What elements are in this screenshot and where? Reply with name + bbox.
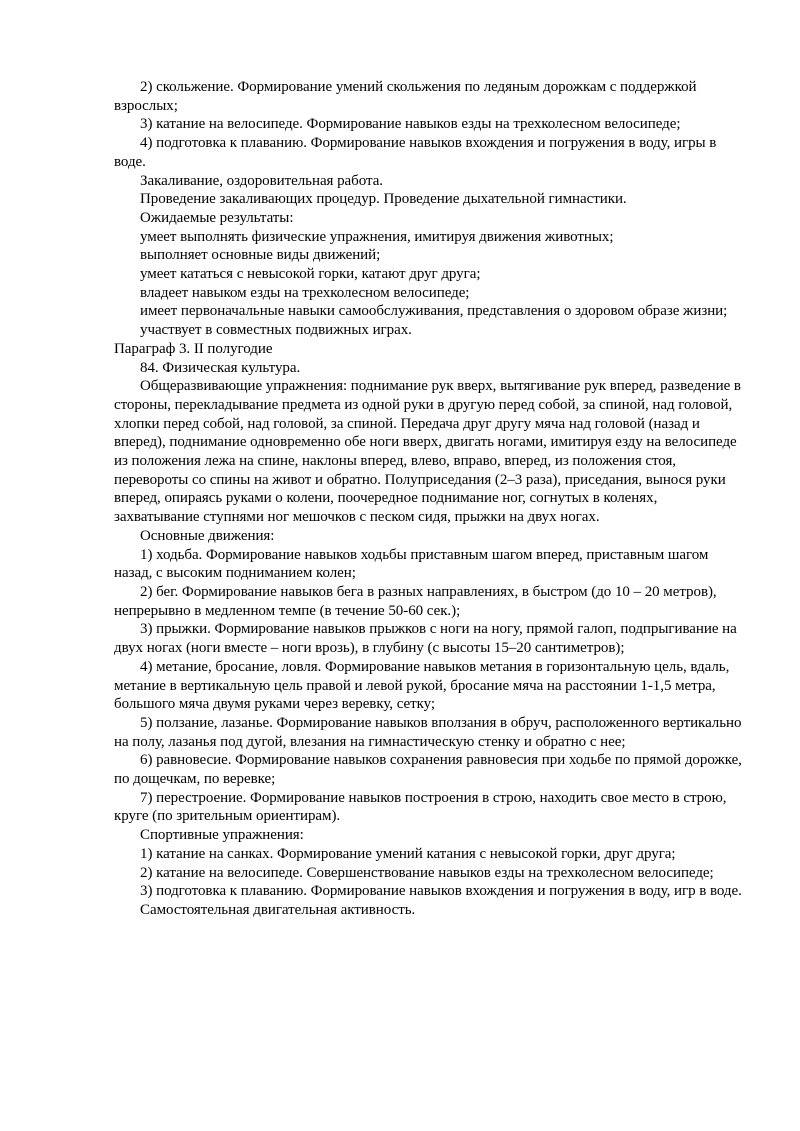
paragraph: 6) равновесие. Формирование навыков сохранения равновесия при ходьбе по прямой дорожке, по дощечкам, по веревке;: [114, 752, 742, 788]
paragraph: Ожидаемые результаты:: [140, 209, 294, 226]
paragraph: 2) катание на велосипеде. Совершенствование навыков езды на трехколесном велосипеде;: [140, 864, 714, 881]
paragraph: 3) прыжки. Формирование навыков прыжков с ноги на ногу, прямой галоп, подпрыгивание на двух ногах (ноги вместе – ноги врозь), в глубину (с высоты 15–20 сантиметров);: [114, 621, 737, 657]
paragraph: 2) скольжение. Формирование умений скольжения по ледяным дорожкам с поддержкой взрослых;: [114, 79, 697, 114]
document-page: [114, 78, 744, 920]
paragraph: выполняет основные виды движений;: [140, 247, 381, 264]
paragraph: Общеразвивающие упражнения: поднимание рук вверх, вытягивание рук вперед, разведение в стороны, перекладывание предмета из одной руки в другую перед собой, за спиной, над головой, хлопки перед собой, над головой, за спиной. Передача друг другу мяча над головой (назад и вперед), поднимание одновременно обе ноги вверх, двигать ногами, имитируя езду на велосипеде из положения лежа на спине, наклоны вперед, влево, вправо, вперед, из положения стоя, перевороты со спины на живот и обратно. Полуприседания (2–3 раза), приседания, вынося руки вперед, опираясь руками о колени, поочередное поднимание ног, согнутых в коленях, захватывание ступнями ног мешочков с песком сидя, прыжки на двух ногах.: [114, 378, 741, 526]
paragraph: 2) бег. Формирование навыков бега в разных направлениях, в быстром (до 10 – 20 метров), непрерывно в медленном темпе (в течение 50-60 сек.);: [114, 583, 717, 619]
paragraph: умеет кататься с невысокой горки, катают друг друга;: [140, 266, 481, 283]
paragraph: Закаливание, оздоровительная работа.: [140, 172, 383, 189]
paragraph: 7) перестроение. Формирование навыков построения в строю, находить свое место в строю, круге (по зрительным ориентирам).: [114, 789, 727, 825]
paragraph: Спортивные упражнения:: [140, 827, 304, 844]
paragraph: 3) катание на велосипеде. Формирование навыков езды на трехколесном велосипеде;: [140, 116, 681, 133]
paragraph: 5) ползание, лазанье. Формирование навыков вползания в обруч, расположенного вертикально на полу, лазанья под дугой, влезания на гимнастическую стенку и обратно с нее;: [114, 714, 742, 750]
paragraph: Основные движения:: [140, 527, 275, 544]
paragraph: 1) ходьба. Формирование навыков ходьбы приставным шагом вперед, приставным шагом назад, с высоким подниманием колен;: [114, 546, 709, 582]
paragraph: 1) катание на санках. Формирование умений катания с невысокой горки, друг друга;: [140, 845, 676, 862]
paragraph: 3) подготовка к плаванию. Формирование навыков вхождения и погружения в воду, игр в воде.: [140, 883, 742, 900]
paragraph: Самостоятельная двигательная активность.: [140, 901, 416, 918]
paragraph: Проведение закаливающих процедур. Проведение дыхательной гимнастики.: [140, 191, 627, 208]
paragraph: имеет первоначальные навыки самообслуживания, представления о здоровом образе жизни;: [140, 303, 728, 320]
section-heading: Параграф 3. II полугодие: [114, 340, 273, 357]
paragraph: умеет выполнять физические упражнения, имитируя движения животных;: [140, 228, 614, 245]
paragraph: 4) подготовка к плаванию. Формирование навыков вхождения и погружения в воду, игры в воде.: [114, 135, 717, 170]
paragraph: 84. Физическая культура.: [140, 359, 301, 376]
paragraph: владеет навыком езды на трехколесном велосипеде;: [140, 284, 470, 301]
paragraph: участвует в совместных подвижных играх.: [140, 322, 412, 339]
paragraph: 4) метание, бросание, ловля. Формирование навыков метания в горизонтальную цель, вдаль, метание в вертикальную цель правой и левой рукой, бросание мяча на расстоянии 1-1,5 метра, большого мяча двумя руками через веревку, сетку;: [114, 658, 730, 713]
